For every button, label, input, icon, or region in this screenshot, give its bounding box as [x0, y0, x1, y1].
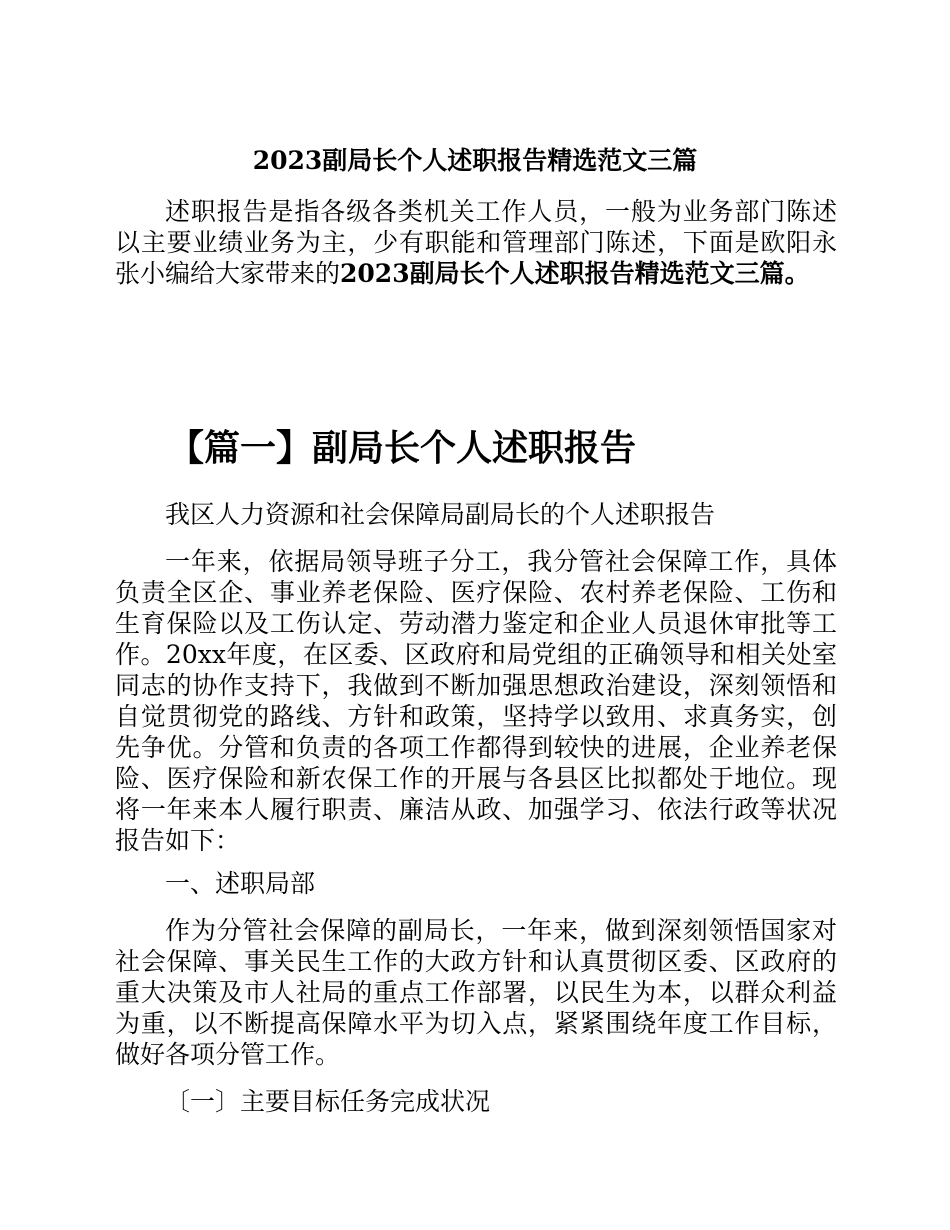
- body-paragraph: 一年来，依据局领导班子分工，我分管社会保障工作，具体负责全区企、事业养老保险、医疗保险、农村养老保险、工伤和生育保险以及工伤认定、劳动潜力鉴定和企业人员退休审批等工作。20xx年度，在区委、区政府和局党组的正确领导和相关处室同志的协作支持下，我做到不断加强思想政治建设，深刻领悟和自觉贯彻党的路线、方针和政策，坚持学以致用、求真务实，创先争优。分管和负责的各项工作都得到较快的进展，企业养老保险、医疗保险和新农保工作的开展与各县区比拟都处于地位。现将一年来本人履行职责、廉洁从政、加强学习、依法行政等状况报告如下：: [115, 547, 837, 855]
- intro-end-mark: 。: [784, 259, 810, 288]
- intro-bold-title: 2023副局长个人述职报告精选范文三篇: [340, 259, 785, 288]
- intro-paragraph: [115, 196, 837, 289]
- subsection-heading: 〔一〕主要目标任务完成状况: [165, 1087, 491, 1116]
- body-paragraph: 作为分管社会保障的副局长，一年来，做到深刻领悟国家对社会保障、事关民生工作的大政方针和认真贯彻区委、区政府的重大决策及市人社局的重点工作部署，以民生为本，以群众利益为重，以不断提高保障水平为切入点，紧紧围绕年度工作目标，做好各项分管工作。: [115, 916, 837, 1069]
- subsection-heading: 一、述职局部: [165, 869, 316, 898]
- document-title: 2023副局长个人述职报告精选范文三篇: [252, 146, 698, 175]
- intro-text: 述职报告是指各级各类机关工作人员，一般为业务部门陈述以主要业绩业务为主，少有职能和管理部门陈述，下面是欧阳永张小编给大家带来的: [115, 197, 837, 288]
- report-subtitle: 我区人力资源和社会保障局副局长的个人述职报告: [165, 500, 716, 529]
- section-heading: 【篇一】副局长个人述职报告: [168, 427, 637, 469]
